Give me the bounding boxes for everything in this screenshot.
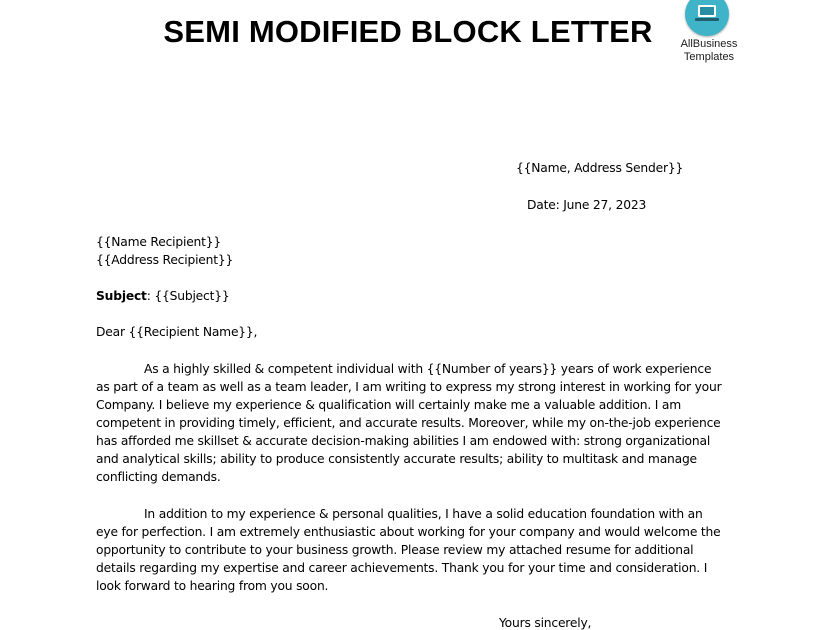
recipient-name: {{Name Recipient}} <box>96 235 222 249</box>
recipient-block <box>96 233 233 269</box>
logo-text-line2: Templates <box>683 51 735 63</box>
body-paragraph-2: In addition to my experience & personal qualities, I have a solid education foundation with an eye for perfection. I am extremely enthusiastic about working for your company and would welcome the opportunity to contribute to your business growth. Please review my attached resume for additional details regarding my expertise and career achievements. Thank you for your time and consideration. I look forward to hearing from you soon. <box>96 507 721 593</box>
allbusiness-templates-logo[interactable] <box>672 0 746 66</box>
recipient-address: {{Address Recipient}} <box>96 253 234 267</box>
page-title: SEMI MODIFIED BLOCK LETTER <box>163 14 653 49</box>
closing: Yours sincerely, <box>499 616 592 630</box>
sender-name-address: {{Name, Address Sender}} <box>516 161 684 175</box>
subject-line <box>96 287 229 305</box>
letter-date: Date: June 27, 2023 <box>527 198 647 212</box>
subject-value: : {{Subject}} <box>146 289 230 303</box>
logo-text-line1: AllBusiness <box>680 38 738 50</box>
salutation: Dear {{Recipient Name}}, <box>96 325 258 339</box>
subject-label: Subject <box>96 289 147 303</box>
laptop-icon <box>685 0 729 36</box>
logo-text <box>672 38 746 64</box>
body-paragraph-1: As a highly skilled & competent individual with {{Number of years}} years of work experience as part of a team as well as a team leader, I am writing to express my strong interest in working for your Company. I believe my experience & qualification will certainly make me a valuable addition. I am competent in providing timely, efficient, and accurate results. Moreover, while my on-the-job experience has afforded me skillset & accurate decision-making abilities I am endowed with: strong organizational and analytical skills; ability to produce consistently accurate results; ability to multitask and manage conflicting demands. <box>96 362 722 484</box>
